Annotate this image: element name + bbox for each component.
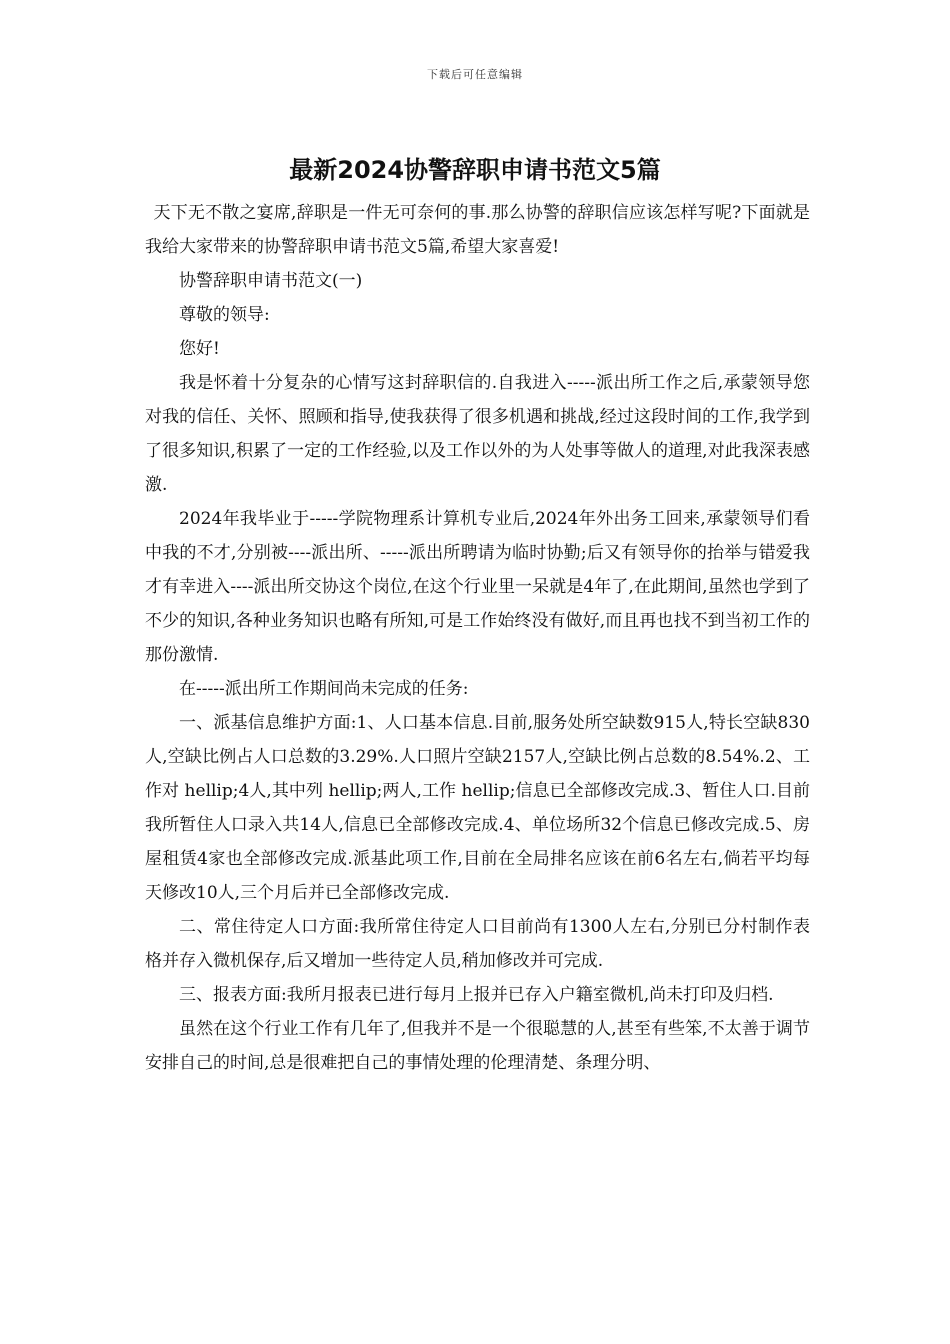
- paragraph: 一、派基信息维护方面:1、人口基本信息.目前,服务处所空缺数915人,特长空缺830人,空缺比例占人口总数的3.29%.人口照片空缺2157人,空缺比例占总数的8.54%.2、工作对 hellip;4人,其中列 hellip;两人,工作 hellip;信息已全部修改完成.3、暂住人口.目前我所暂住人口录入共14人,信息已全部修改完成.4、单位场所32个信息已修改完成.5、房屋租赁4家也全部修改完成.派基此项工作,目前在全局排名应该在前6名左右,倘若平均每天修改10人,三个月后并已全部修改完成.: [145, 713, 810, 903]
- paragraph: 我是怀着十分复杂的心情写这封辞职信的.自我进入-----派出所工作之后,承蒙领导您对我的信任、关怀、照顾和指导,使我获得了很多机遇和挑战,经过这段时间的工作,我学到了很多知识,积累了一定的工作经验,以及工作以外的为人处事等做人的道理,对此我深表感激.: [145, 373, 810, 495]
- greeting: 您好!: [179, 339, 220, 359]
- paragraph: 三、报表方面:我所月报表已进行每月上报并已存入户籍室微机,尚未打印及归档.: [179, 985, 774, 1005]
- paragraph: 二、常住待定人口方面:我所常住待定人口目前尚有1300人左右,分别已分村制作表格并存入微机保存,后又增加一些待定人员,稍加修改并可完成.: [145, 917, 810, 971]
- paragraph-intro: 天下无不散之宴席,辞职是一件无可奈何的事.那么协警的辞职信应该怎样写呢?下面就是我给大家带来的协警辞职申请书范文5篇,希望大家喜爱!: [145, 203, 810, 257]
- document-title: 最新2024协警辞职申请书范文5篇: [289, 156, 661, 184]
- paragraph: 在-----派出所工作期间尚未完成的任务:: [179, 679, 469, 699]
- paragraph: 2024年我毕业于-----学院物理系计算机专业后,2024年外出务工回来,承蒙领导们看中我的不才,分别被----派出所、-----派出所聘请为临时协勤;后又有领导你的抬举与错爱我才有幸进入----派出所交协这个岗位,在这个行业里一呆就是4年了,在此期间,虽然也学到了不少的知识,各种业务知识也略有所知,可是工作始终没有做好,而且再也找不到当初工作的那份激情.: [145, 509, 810, 665]
- document-body: [145, 196, 810, 1080]
- paragraph: 虽然在这个行业工作有几年了,但我并不是一个很聪慧的人,甚至有些笨,不太善于调节安排自己的时间,总是很难把自己的事情处理的伦理清楚、条理分明、: [145, 1019, 810, 1073]
- section-heading: 协警辞职申请书范文(一): [179, 271, 363, 291]
- salutation: 尊敬的领导:: [179, 305, 270, 325]
- header-note: 下载后可任意编辑: [427, 68, 523, 81]
